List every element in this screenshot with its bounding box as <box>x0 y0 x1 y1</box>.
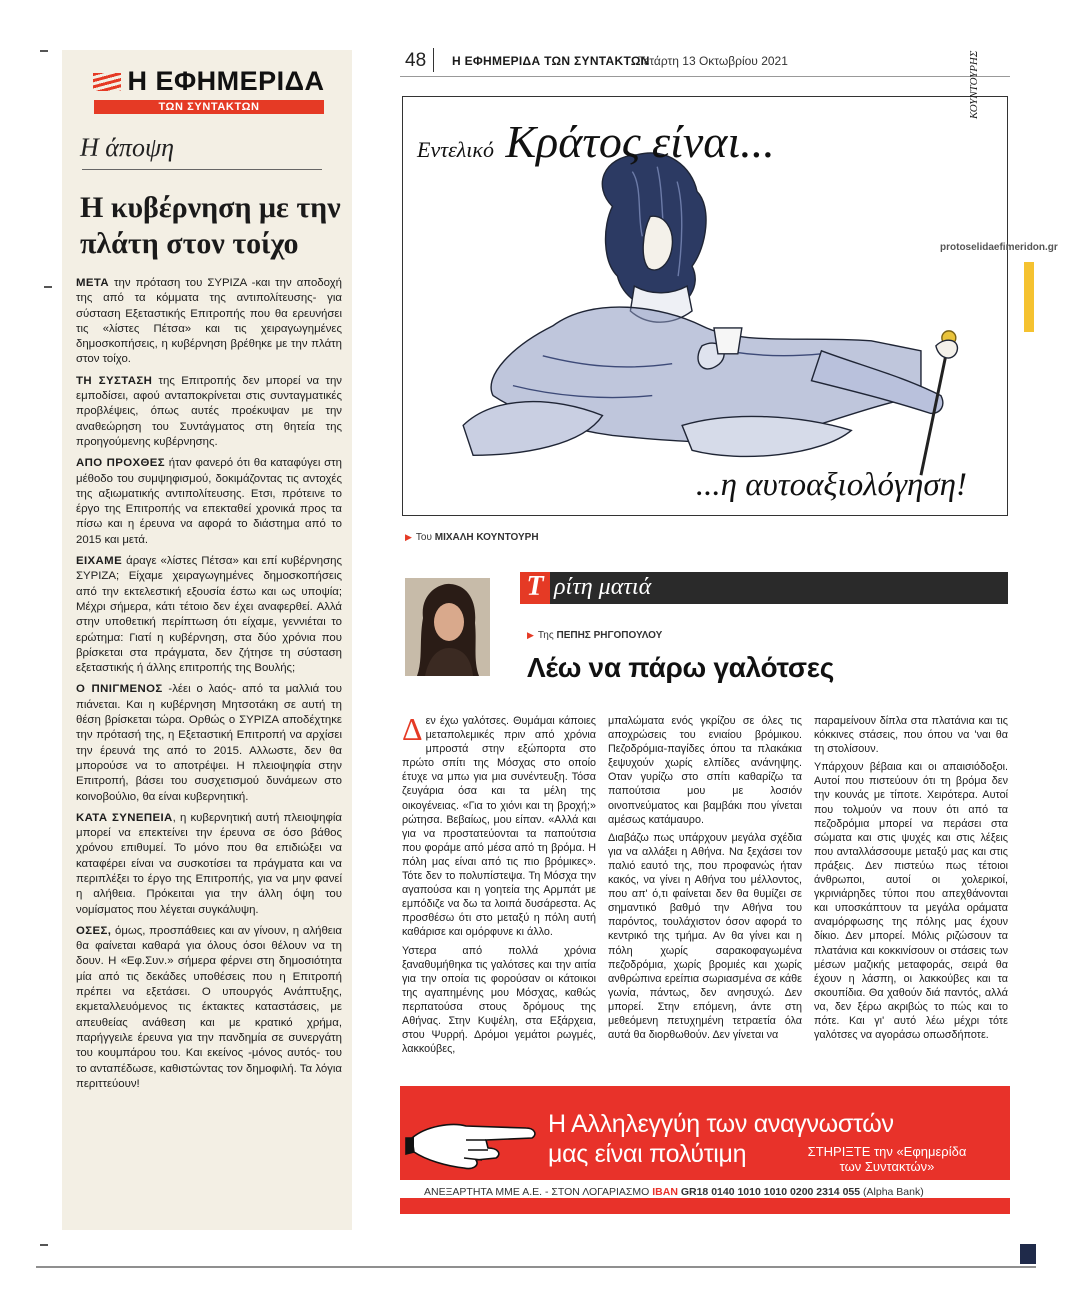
masthead-subtitle: ΤΩΝ ΣΥΝΤΑΚΤΩΝ <box>94 100 324 114</box>
masthead <box>76 66 342 115</box>
section-label: Η άποψη <box>80 133 174 162</box>
page-number: 48 <box>405 50 427 71</box>
column-tag: Τ ρίτη ματιά <box>520 572 1008 604</box>
text-column-1: Δεν έχω γαλότσες. Θυμάμαι κάποιες μεταπολεμικές πριν από χρόνια μπροστά στην εξώπορτα στο πρώτο σπίτι της Μόσχας στο οποίο έτυχε να μπω για μια συνέντευξη. Τόσα ζευγάρια όσα και τα μέλη της οικογένειας. «Για το χιόνι και τη βροχή;» ρώτησα. Βεβαίως, μου είπαν. «Αλλά και για να προστατεύονται τα παπούτσια που φοράμε από μέσα από τη βρόμα. Η πόλη μας είναι από τις πιο βρόμικες». Τότε δεν το πολυπίστεψα. Τη Μόσχα την αγαπούσα και η γοητεία της Αρμπάτ με εμπόδιζε να δω τα λοιπά δυσάρεστα. Ας προσθέσω ότι στο μεταξύ η πόλη αυτή καθάρισε και ομόρφυνε κι άλλο. Υστερα από πολλά χρόνια ξαναθυμήθηκα τις γαλότσες και την αιτία για την οποία τις φορούσαν οι κάτοικοι της αγαπημένης μου Μόσχας, καθώς περπατούσα στους δρόμους της Αθήνας. Στην Κυψέλη, στα Εξάρχεια, στου Ψυρρή. Δρόμοι γεμάτοι ρωγμές, λακκούβες, <box>402 711 596 1056</box>
editorial-paragraph: ΕΙΧΑΜΕ άραγε «λίστες Πέτσα» και επί κυβέρνησης ΣΥΡΙΖΑ; Είχαμε χειραγωγημένες δημοσκοπήσεις από την εκτελεστική εξουσία έστω και ως υποψία; Μέχρι σήμερα, κάτι τέτοιο δεν έχει αναφερθεί. Αλλά στην υποθετική περίπτωση ότι είχαμε, γεννιέται το ερώτημα: Γιατί η κυβέρνηση, στα δύο χρόνια που βρίσκεται στα πράγματα, δεν ζήτησε τη σύσταση εξεταστικής ή άλλης επιτροπής της Βουλής; <box>76 555 342 675</box>
editorial-paragraph: ΟΣΕΣ, όμως, προσπάθειες και αν γίνουν, η αλήθεια θα φαίνεται καθαρά για όλους όσοι θέλουν να τη δουν. Η «Εφ.Συν.» σήμερα φέρνει στη δημοσιότητα μία από τις δεκάδες υποθέσεις που η Επιτροπή πρέπει να εξετάσει. Ο υπουργός Ανάπτυξης, εκμεταλλευόμενος τις έκτακτες καταστάσεις, με απευθείας ανάθεση και με κρατικό χρήμα, παρήγγειλε έρευνα για την πανδημία σε συνεργάτη του κουμπάρου του. Και εκείνος -μόνος αυτός- του το ανταπέδωσε, καθιστώντας τον δημοφιλή. Τα λόγια περιττεύουν! <box>76 924 342 1090</box>
divider <box>82 169 322 170</box>
text-column-3: παραμείνουν δίπλα στα πλατάνια και τις κόκκινες στάσεις, που όπου να 'ναι θα τη στολίσουν. Υπάρχουν βέβαια και οι απαισιόδοξοι. Αυτοί που πιστεύουν ότι τη βρόμα δεν την κουνάς με τίποτε. Χειρότερα. Αυτοί που τολμούν να πουν ότι από τα πεζοδρόμια μπορεί να περάσει στα σώματα και στις ψυχές και στις λέξεις που ανταλλάσσουμε μεταξύ μας και στις πράξεις. Δεν πιστεύω πως τέτοιοι άνθρωποι, αυτοί οι χολερικοί, γκρινιάρηδες τύποι που απεχθάνονται και υποσκάπτουν τα μεγάλα οράματα αναμόρφωσης της πόλης μας έχουν δίκιο. Δεν μπορεί. Μόλις ριζώσουν τα πλατάνια και κοκκινίσουν οι στάσεις των μέσων μαζικής μεταφοράς, σειρά θα έχουν η λάσπη, οι λακκούβες και τα σκουπίδια. Θα χαθούν διά παντός, αλλά να, δεν ξέρω ακριβώς το πώς και το πότε. Και γι' αυτό λέω μέχρι τότε γαλότσες να αγοράσω οπωσδήποτε. <box>814 715 1008 1042</box>
header-paper-name: Η ΕΦΗΜΕΡΙΔΑ ΤΩΝ ΣΥΝΤΑΚΤΩΝ <box>452 54 650 68</box>
column-title: Λέω να πάρω γαλότσες <box>527 652 834 683</box>
text-column-2: μπαλώματα ενός γκρίζου σε όλες τις αποχρώσεις του ενιαίου βρόμικου. Πεζοδρόμια-παγίδες όπου τα πλακάκια ξεψυχούν χωρίς ελπίδες ανάνηψης. Οταν γυρίζω στο σπίτι καθαρίζω τα παπούτσια μου με λοσιόν οινοπνεύματος και βαμβάκι που γίνεται αμέσως κατάμαυρο. Διαβάζω πως υπάρχουν μεγάλα σχέδια για να αλλάξει η Αθήνα. Να ξεχάσει τον παλιό εαυτό της, που προφανώς ήταν κακός, να γίνει η Αθήνα του μέλλοντος, που απ' ό,τι φαίνεται δεν θα θυμίζει σε σημαντικό βαθμό την Αθήνα του παρόντος, τουλάχιστον όσον αφορά το κεντρικό της τμήμα. Αν θα γίνει και η πόλη χωρίς σαρακοφαγωμένα πεζοδρόμια, χωρίς βρομιές και χωρίς ανθρώπινα ερείπια σωριασμένα σε κάθε γωνία, πάντως, δεν ανησυχώ. Δεν μπορεί. Στην επόμενη, άντε στη μεθεόμενη πετυχημένη τετραετία όλα αυτά θα διορθωθούν. Δεν γίνεται να <box>608 715 802 1042</box>
side-tab <box>1024 262 1034 332</box>
editorial-paragraph: Ο ΠΝΙΓΜΕΝΟΣ -λέει ο λαός- από τα μαλλιά του πιάνεται. Και η κυβέρνηση Μητσοτάκη σε αυτή τη θέση βρίσκεται τώρα. Ορθώς ο ΣΥΡΙΖΑ αποδέχτηκε την πρότασή της, η Εξεταστική Επιτροπή να αρχίσει την έρευνά της από το 2015. Αλλωστε, δεν θα μπορούσε να το αποτρέψει. Η πλειοψηφία στην Επιτροπή, βάσει του συσχετισμού δυνάμεων στο κοινοβούλιο, θα είναι κυβερνητική. <box>76 683 342 803</box>
author-photo <box>405 578 490 676</box>
cartoonist-signature: ΚΟΥΝΤΟΥΡΗΣ <box>968 50 980 119</box>
masthead-stripes-icon <box>93 73 121 91</box>
triangle-icon: ▶ <box>527 630 534 640</box>
triangle-icon: ▶ <box>405 532 412 542</box>
dropcap: Δ <box>402 711 423 747</box>
editorial-paragraph: ΑΠΟ ΠΡΟΧΘΕΣ ήταν φανερό ότι θα καταφύγει στη μέθοδο του συμψηφισμού, δοκιμάζοντας τις αντοχές της αξιωματικής αντιπολίτευσης. Ετσι, πρότεινε το έργο της Επιτροπής να επεκταθεί χρονικά προς τα πίσω και η έρευνα να αφορά το διάστημα από το 2015 και μετά. <box>76 457 342 546</box>
masthead-title: Η ΕΦΗΜΕΡΙΔΑ <box>127 66 325 96</box>
editorial-column <box>62 50 352 1230</box>
scan-edge <box>36 1266 1036 1268</box>
watermark: protoselidaefimeridon.gr <box>940 242 1058 253</box>
banner-account-info: ΑΝΕΞΑΡΤΗΤΑ ΜΜΕ Α.Ε. - ΣΤΟΝ ΛΟΓΑΡΙΑΣΜΟ IBAN GR18 0140 1010 1010 0200 2314 055 (Alpha Bank) <box>424 1186 924 1198</box>
scan-mark <box>40 50 48 52</box>
cartoon-caption-bottom: ...η αυτοαξιολόγηση! <box>695 467 967 503</box>
cartoon-byline: ▶ Του ΜΙΧΑΛΗ ΚΟΥΝΤΟΥΡΗ <box>405 532 539 543</box>
editorial-body <box>76 276 342 1092</box>
editorial-paragraph: ΜΕΤΑ την πρόταση του ΣΥΡΙΖΑ -και την αποδοχή της από τα κόμματα της αντιπολίτευσης- για σύσταση Εξεταστικής Επιτροπής που θα ερευνήσει τις «λίστες Πέτσα» και τις χειραγωγημένες δημοσκοπήσεις, η κυβέρνηση βρέθηκε με την πλάτη στον τοίχο. <box>76 277 342 366</box>
corner-mark <box>1020 1244 1036 1264</box>
editorial-title: Η κυβέρνηση με την πλάτη στον τοίχο <box>80 191 341 260</box>
scan-mark <box>40 1244 48 1246</box>
editorial-paragraph: ΤΗ ΣΥΣΤΑΣΗ της Επιτροπής δεν μπορεί να την εμποδίσει, αφού ανταποκρίνεται στις συνταγματικές προβλέψεις, όπως αυτές προέκυψαν με την αναθεώρηση του Συντάγματος στη θητεία της προηγούμενης κυβέρνησης. <box>76 374 342 448</box>
pointing-hand-icon <box>406 1108 546 1174</box>
column-body <box>402 711 1008 1060</box>
column-byline: ▶ Της ΠΕΠΗΣ ΡΗΓΟΠΟΥΛΟΥ <box>527 630 663 641</box>
banner-call-to-action: ΣΤΗΡΙΞΤΕ την «Εφημερίδα των Συντακτών» <box>807 1144 967 1174</box>
solidarity-banner <box>400 1086 1010 1214</box>
scan-mark <box>44 286 52 288</box>
author-portrait-icon <box>405 578 490 676</box>
header-separator <box>433 48 434 72</box>
cartoon-caption-top: Εντελικό Κράτος είναι... <box>417 116 775 167</box>
header-rule <box>400 76 1010 77</box>
banner-headline: Η Αλληλεγγύη των αναγνωστών <box>548 1110 894 1138</box>
banner-subheadline: μας είναι πολύτιμη <box>548 1140 747 1168</box>
header-date: Τετάρτη 13 Οκτωβρίου 2021 <box>638 54 788 68</box>
editorial-paragraph: ΚΑΤΑ ΣΥΝΕΠΕΙΑ, η κυβερνητική αυτή πλειοψηφία μπορεί να επεκτείνει την έρευνα σε όσο βάθος χρόνου επιθυμεί. Το μόνο που θα επιδιώξει να καταφέρει είναι να συσκοτίσει τα πράγματα και να περιπλέξει το έργο της Επιτροπής, για να μην φανεί η αλήθεια. Πρόκειται για την άλλη όψη του νομίσματος που λέγεται συγκάλυψη. <box>76 811 342 916</box>
